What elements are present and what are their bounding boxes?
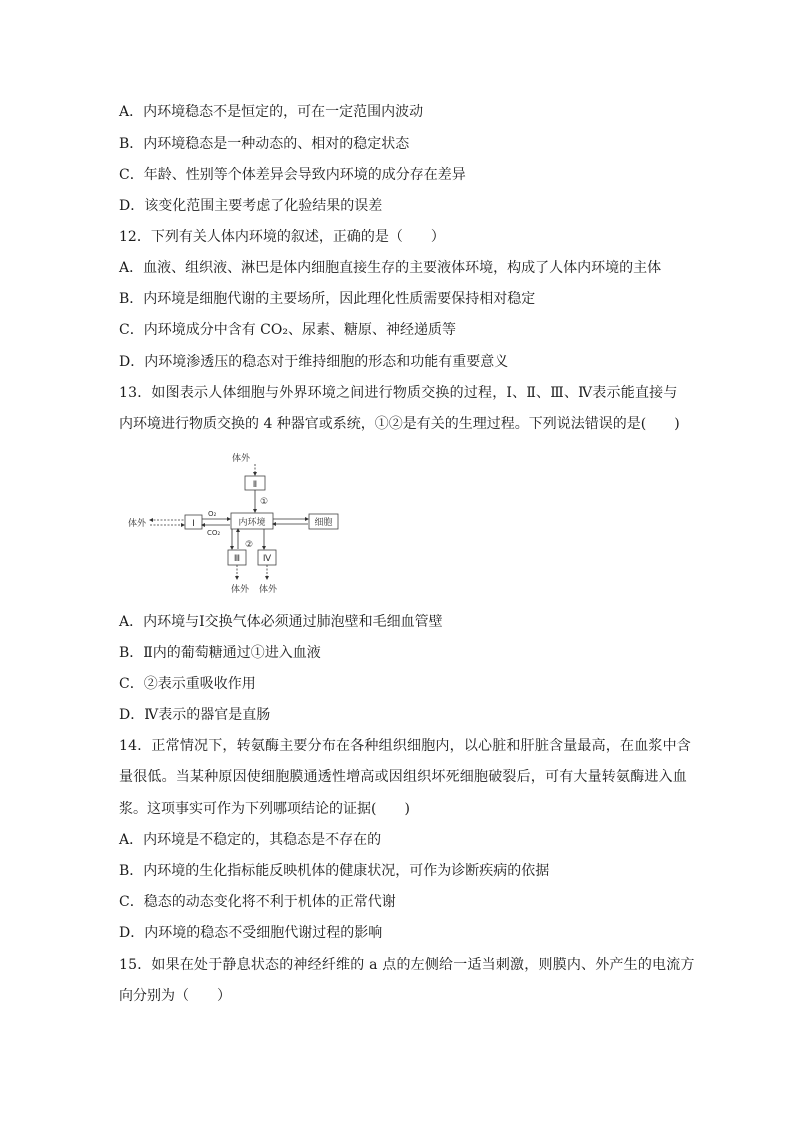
q11-option-d: D．该变化范围主要考虑了化验结果的误差 — [119, 198, 383, 214]
q14-option-c: C．稳态的动态变化将不利于机体的正常代谢 — [119, 894, 396, 910]
internal-environment-label: 内环境 — [238, 518, 266, 528]
box-IV-label: Ⅳ — [262, 554, 272, 564]
q13-stem-line2: 内环境进行物质交换的 4 种器官或系统，①②是有关的生理过程。下列说法错误的是( ) — [119, 416, 680, 432]
q13-option-a: A．内环境与Ⅰ交换气体必须通过肺泡壁和毛细血管壁 — [119, 614, 443, 630]
q11-option-c: C．年龄、性别等个体差异会导致内环境的成分存在差异 — [119, 167, 466, 183]
process-1-mark: ① — [260, 497, 269, 507]
process-2-mark: ② — [245, 540, 254, 550]
q14-option-b: B．内环境的生化指标能反映机体的健康状况，可作为诊断疾病的依据 — [119, 863, 550, 879]
diagram-outside-bottom-left-label: 体外 — [230, 585, 250, 595]
q15-stem-line1: 15．如果在处于静息状态的神经纤维的 a 点的左侧给一适当刺激，则膜内、外产生的电流方 — [119, 957, 695, 973]
q14-stem-line3: 浆。这项事实可作为下列哪项结论的证据( ) — [119, 801, 410, 817]
q12-option-d: D．内环境渗透压的稳态对于维持细胞的形态和功能有重要意义 — [119, 354, 509, 370]
diagram-outside-left-label: 体外 — [128, 519, 147, 529]
q12-option-c: C．内环境成分中含有 CO₂、尿素、糖原、神经递质等 — [119, 322, 456, 338]
o2-label: O₂ — [208, 510, 217, 518]
q11-option-a: A．内环境稳态不是恒定的，可在一定范围内波动 — [119, 104, 424, 120]
cell-label: 细胞 — [314, 518, 333, 528]
material-exchange-diagram — [128, 450, 340, 595]
box-II-label: Ⅱ — [252, 480, 258, 490]
q11-option-b: B．内环境稳态是一种动态的、相对的稳定状态 — [119, 136, 410, 152]
q14-option-d: D．内环境的稳态不受细胞代谢过程的影响 — [119, 925, 383, 941]
box-III-label: Ⅲ — [233, 554, 241, 564]
q15-stem-line2: 向分别为（ ） — [119, 988, 231, 1004]
q14-option-a: A．内环境是不稳定的，其稳态是不存在的 — [119, 832, 382, 848]
diagram-outside-bottom-right-label: 体外 — [258, 585, 278, 595]
q14-stem-line1: 14．正常情况下，转氨酶主要分布在各种组织细胞内，以心脏和肝脏含量最高，在血浆中含 — [119, 738, 692, 754]
q13-stem-line1: 13．如图表示人体细胞与外界环境之间进行物质交换的过程，Ⅰ、Ⅱ、Ⅲ、Ⅳ表示能直接与 — [119, 385, 678, 401]
q12-option-b: B．内环境是细胞代谢的主要场所，因此理化性质需要保持相对稳定 — [119, 291, 536, 307]
box-I-label: Ⅰ — [192, 519, 195, 529]
q12-option-a: A．血液、组织液、淋巴是体内细胞直接生存的主要液体环境，构成了人体内环境的主体 — [119, 260, 662, 276]
q13-option-c: C．②表示重吸收作用 — [119, 676, 256, 692]
q13-option-d: D．Ⅳ表示的器官是直肠 — [119, 707, 271, 723]
co2-label: CO₂ — [207, 529, 221, 537]
q13-option-b: B．Ⅱ内的葡萄糖通过①进入血液 — [119, 645, 321, 661]
q14-stem-line2: 量很低。当某种原因使细胞膜通透性增高或因组织坏死细胞破裂后，可有大量转氨酶进入血 — [119, 769, 687, 785]
q12-stem: 12．下列有关人体内环境的叙述，正确的是（ ） — [119, 229, 445, 245]
diagram-outside-top-label: 体外 — [231, 454, 251, 464]
